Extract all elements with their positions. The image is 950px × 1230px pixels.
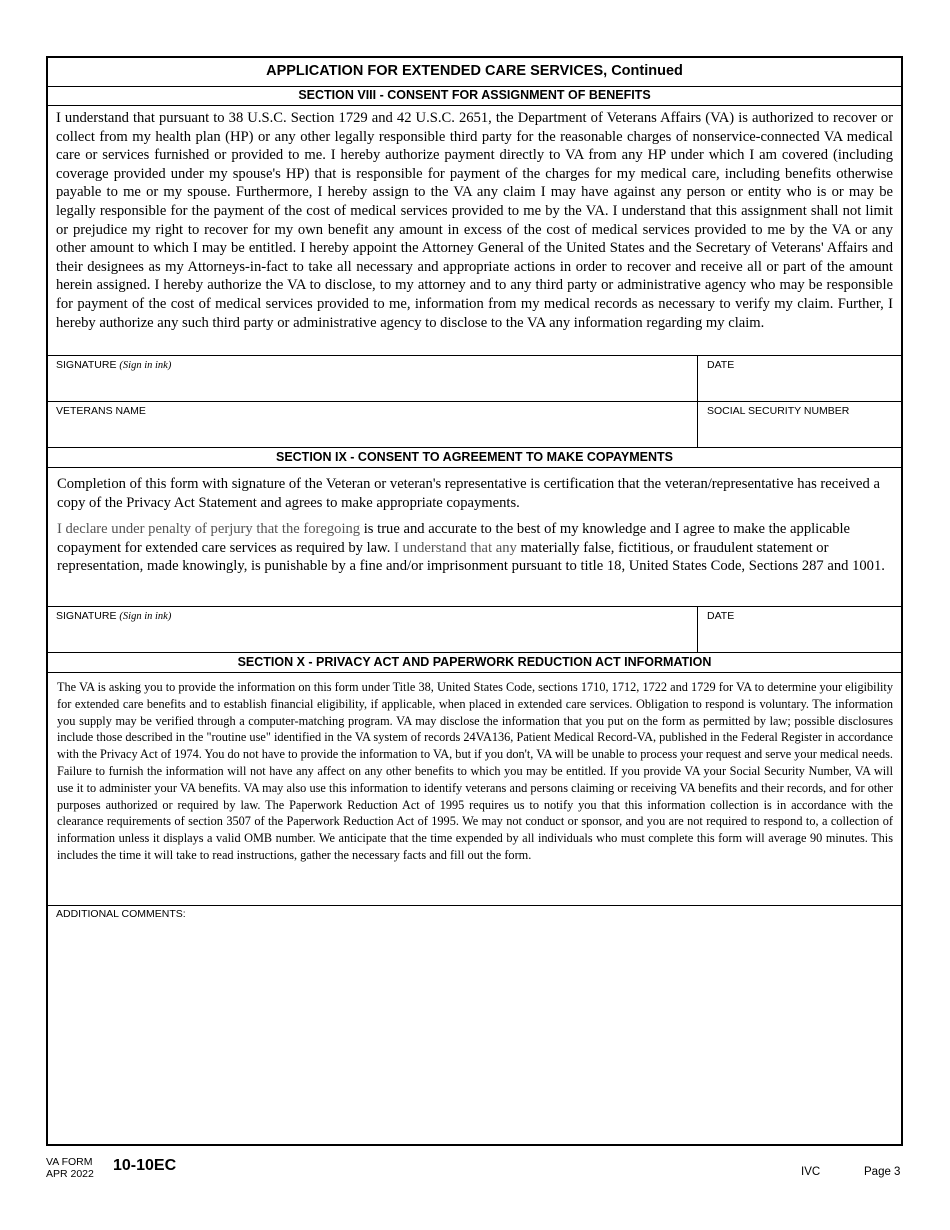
para-2-segment-c: I understand that any [394,539,517,556]
date-field-2[interactable] [698,607,901,652]
section-viii-heading: SECTION VIII - CONSENT FOR ASSIGNMENT OF BENEFITS [48,86,901,105]
para-2-segment-a: I declare under penalty of perjury that the foregoing [57,521,361,538]
signature-field-2[interactable] [48,607,698,652]
veteran-info-row [48,401,901,447]
footer-ivc: IVC [801,1166,821,1178]
signature-field-1[interactable] [48,356,698,401]
signature-row-1 [48,355,901,401]
form-frame [46,56,903,1146]
date-label: DATE [707,610,735,622]
signature-label: SIGNATURE [56,610,117,622]
section-ix-para-2 [57,520,893,576]
footer-page-number: Page 3 [864,1166,901,1178]
date-label: DATE [707,359,735,371]
section-ix-heading: SECTION IX - CONSENT TO AGREEMENT TO MAKE COPAYMENTS [48,447,901,467]
section-viii-body: I understand that pursuant to 38 U.S.C. Section 1729 and 42 U.S.C. 2651, the Department of Veterans Affairs (VA) is authorized to recover or collect from my health plan (HP) or any other legally responsible third party for the reasonable charges of nonservice-connected VA medical care or services furnished or provided to me. I hereby authorize payment directly to VA from any HP under which I am covered (including coverage provided under my spouse's HP) that is responsible for payment of the charges for my medical care, including benefits otherwise payable to me or my spouse. Furthermore, I hereby assign to the VA any claim I may have against any person or entity who is or may be legally responsible for the payment of the cost of medical services provided to me by the VA. I understand that this assignment shall not limit or prejudice my right to recover for my own benefit any amount in excess of the cost of medical services provided to me by the VA or any other amount to which I may be entitled. I hereby appoint the Attorney General of the United States and the Secretary of Veterans' Affairs and their designees as my Attorneys-in-fact to take all necessary and appropriate actions in order to recover and receive all or part of the amount herein assigned. I hereby authorize the VA to disclose, to my attorney and to any third party or administrative agency who may be responsible for payment of the cost of medical services provided to me, information from my medical records as necessary to verify my claim. Further, I hereby authorize any such third party or administrative agency to disclose to the VA any information regarding my claim. [48,105,901,355]
section-x-body: The VA is asking you to provide the information on this form under Title 38, United States Code, sections 1710, 1712, 1722 and 1729 for VA to determine your eligibility for extended care benefits and to establish financial eligibility, if applicable, when placed in extended care services. Obligation to respond is voluntary. The information you supply may be verified through a computer-matching program. VA may disclose the information that you put on the form as permitted by law; possible disclosures include those described in the "routine use" identified in the VA system of records 24VA136, Patient Medical Record-VA, published in the Federal Register in accordance with the Privacy Act of 1974. You do not have to provide the information to VA, but if you don't, VA will be unable to process your request and serve your medical needs. Failure to furnish the information will not have any affect on any other benefits to which you may be entitled. If you provide VA your Social Security Number, VA will use it to administer your VA benefits. VA may also use this information to identify veterans and persons claiming or receiving VA benefits and their records, and for other purposes authorized or required by law. The Paperwork Reduction Act of 1995 requires us to notify you that this information collection is in accordance with the clearance requirements of section 3507 of the Paperwork Reduction Act of 1995. We may not conduct or sponsor, and you are not required to respond to, a collection of information unless it displays a valid OMB number. We anticipate that the time expended by all individuals who must complete this form will average 90 minutes. This includes the time it will take to read instructions, gather the necessary facts and fill out the form. [48,672,901,905]
para-2-segment-b: is true and accurate to the best of my knowledge and I agree to make the applicable copayment for extended care services as required by law. [57,521,851,556]
form-title: APPLICATION FOR EXTENDED CARE SERVICES, Continued [266,63,683,79]
ssn-label: SOCIAL SECURITY NUMBER [707,405,850,417]
additional-comments-field[interactable] [48,905,901,1144]
footer-form-info [46,1156,94,1180]
veterans-name-field[interactable] [48,402,698,447]
footer-date: APR 2022 [46,1168,94,1180]
para-2-segment-d: materially false, fictitious, or fraudulent statement or representation, made knowingly, is punishable by a fine and/or imprisonment pursuant to title 18, United States Code, Sections 287 and 1001. [57,539,885,575]
section-x-heading: SECTION X - PRIVACY ACT AND PAPERWORK REDUCTION ACT INFORMATION [48,652,901,672]
signature-label: SIGNATURE [56,359,117,371]
date-field-1[interactable] [698,356,901,401]
veterans-name-label: VETERANS NAME [56,405,146,417]
footer-form-number: 10-10EC [113,1157,177,1174]
sign-in-ink-note: (Sign in ink) [119,611,172,622]
signature-row-2 [48,606,901,652]
ssn-field[interactable] [698,402,901,447]
section-ix-para-1: Completion of this form with signature of the Veteran or veteran's representative is certification that the veteran/representative has received a copy of the Privacy Act Statement and agrees to make appropriate copayments. [57,476,880,511]
sign-in-ink-note: (Sign in ink) [119,360,172,371]
footer-va-form: VA FORM [46,1156,93,1168]
section-ix-body [48,467,901,607]
additional-comments-label: ADDITIONAL COMMENTS: [56,908,186,920]
